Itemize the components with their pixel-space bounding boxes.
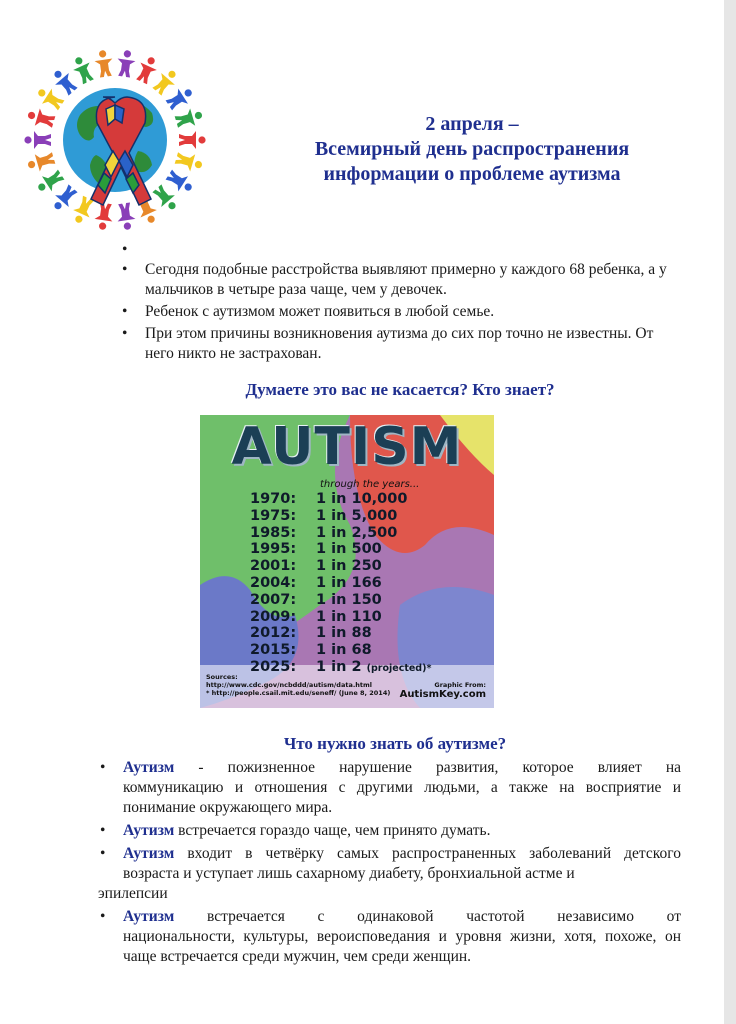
row-year: 2004: <box>250 574 297 591</box>
fact-text: - пожизненное нарушение развития, которое влияет на <box>174 759 681 776</box>
intro-bullet: • Ребенок с аутизмом может появиться в любой семье. <box>118 302 673 322</box>
page-title <box>262 112 682 187</box>
infographic-subtitle: through the years... <box>320 479 420 490</box>
infographic-row <box>250 491 431 508</box>
infographic-row <box>250 541 431 558</box>
row-year: 2012: <box>250 625 297 642</box>
fact-item <box>98 758 681 818</box>
person-icon <box>174 106 205 131</box>
fact-text-cont: национальности, культуры, вероисповедания и уровня жизни, хотя, похоже, он чаще встречается среди мужчин, чем среди женщин. <box>123 928 681 965</box>
fact-item <box>98 907 681 967</box>
sources-label: Sources: <box>206 673 238 681</box>
row-rate: 1 in 5,000 <box>316 507 398 524</box>
fact-text-cont: коммуникацию и отношения с другими людьми, а также на восприятие и понимание окружающего мира. <box>123 779 681 816</box>
person-icon <box>115 49 137 78</box>
autism-prevalence-infographic <box>200 415 494 708</box>
row-rate: 1 in 110 <box>316 608 382 625</box>
infographic-title: AUTISM <box>231 417 463 477</box>
fact-term: Аутизм <box>123 908 175 925</box>
row-rate: 1 in 2,500 <box>316 524 398 541</box>
fact-term: Аутизм <box>123 759 175 776</box>
person-icon <box>174 149 205 174</box>
section-title: Что нужно знать об аутизме? <box>283 734 507 753</box>
infographic-row <box>250 575 431 592</box>
person-icon <box>69 54 96 86</box>
source-link-2: * http://people.csail.mit.edu/seneff/ (June 8, 2014) <box>206 689 391 697</box>
fact-text-tail: эпилепсии <box>98 885 168 902</box>
title-date: 2 апреля – <box>425 113 519 135</box>
intro-bullet: • При этом причины возникновения аутизма до сих пор точно не известны. От него никто не застрахован. <box>118 324 673 364</box>
row-rate: 1 in 10,000 <box>316 491 408 507</box>
fact-term: Аутизм <box>123 845 175 862</box>
row-year: 2007: <box>250 591 297 608</box>
row-year: 1975: <box>250 507 297 524</box>
fact-item <box>98 821 681 841</box>
intro-bullet-list <box>118 240 673 366</box>
person-icon <box>34 167 66 197</box>
fact-term: Аутизм <box>123 822 175 839</box>
facts-list <box>98 758 681 970</box>
infographic-row <box>250 609 431 626</box>
row-rate: 1 in 250 <box>316 558 382 575</box>
row-note: (projected)* <box>366 662 432 674</box>
person-icon <box>93 202 115 231</box>
person-icon <box>34 83 66 113</box>
title-line-3: информации о проблеме аутизма <box>323 163 621 185</box>
fact-text: входит в четвёрку самых распространенных заболеваний детского <box>174 845 681 862</box>
infographic-credit <box>400 681 486 700</box>
fact-text-cont: возраста и уступает лишь сахарному диабету, бронхиальной астме и <box>123 865 575 882</box>
credit-site: AutismKey.com <box>399 689 486 700</box>
infographic-row <box>250 508 431 525</box>
row-rate: 1 in 2 <box>316 658 362 675</box>
row-rate: 1 in 68 <box>316 642 372 659</box>
row-year: 1970: <box>250 491 297 507</box>
intro-bullet: • Сегодня подобные расстройства выявляют примерно у каждого 68 ребенка, а у мальчиков в четыре раза чаще, чем у девочек. <box>118 260 673 300</box>
row-rate: 1 in 150 <box>316 591 382 608</box>
graphic-from-label: Graphic From: <box>434 681 486 689</box>
infographic-row <box>250 558 431 575</box>
infographic-sources <box>206 673 390 697</box>
title-line-2: Всемирный день распространения <box>314 138 630 160</box>
person-icon <box>26 149 57 174</box>
intro-bullet-empty <box>118 240 673 258</box>
infographic-row <box>250 625 431 642</box>
row-year: 2025: <box>250 658 297 675</box>
person-icon <box>133 54 160 86</box>
fact-item <box>98 844 681 904</box>
row-year: 1995: <box>250 541 297 558</box>
person-icon <box>93 49 115 78</box>
row-rate: 1 in 500 <box>316 541 382 558</box>
row-year: 2015: <box>250 642 297 659</box>
scrollbar[interactable] <box>724 0 736 1024</box>
infographic-row <box>250 642 431 659</box>
infographic-rows <box>250 491 431 678</box>
person-icon <box>164 167 196 197</box>
infographic-row <box>250 525 431 542</box>
source-link-1: http://www.cdc.gov/ncbddd/autism/data.html <box>206 681 373 689</box>
autism-awareness-logo <box>20 45 210 235</box>
row-rate: 1 in 166 <box>316 574 382 591</box>
person-icon <box>164 83 196 113</box>
row-rate: 1 in 88 <box>316 625 372 642</box>
fact-text: встречается с одинаковой частотой независимо от <box>174 908 681 925</box>
row-year: 2001: <box>250 558 297 575</box>
person-icon <box>24 131 51 149</box>
question-heading: Думаете это вас не касается? Кто знает? <box>245 380 555 399</box>
row-year: 1985: <box>250 524 297 541</box>
person-icon <box>26 106 57 131</box>
person-icon <box>115 202 137 231</box>
person-icon <box>179 131 206 149</box>
fact-text: встречается гораздо чаще, чем принято думать. <box>174 822 491 839</box>
row-year: 2009: <box>250 608 297 625</box>
infographic-row <box>250 592 431 609</box>
